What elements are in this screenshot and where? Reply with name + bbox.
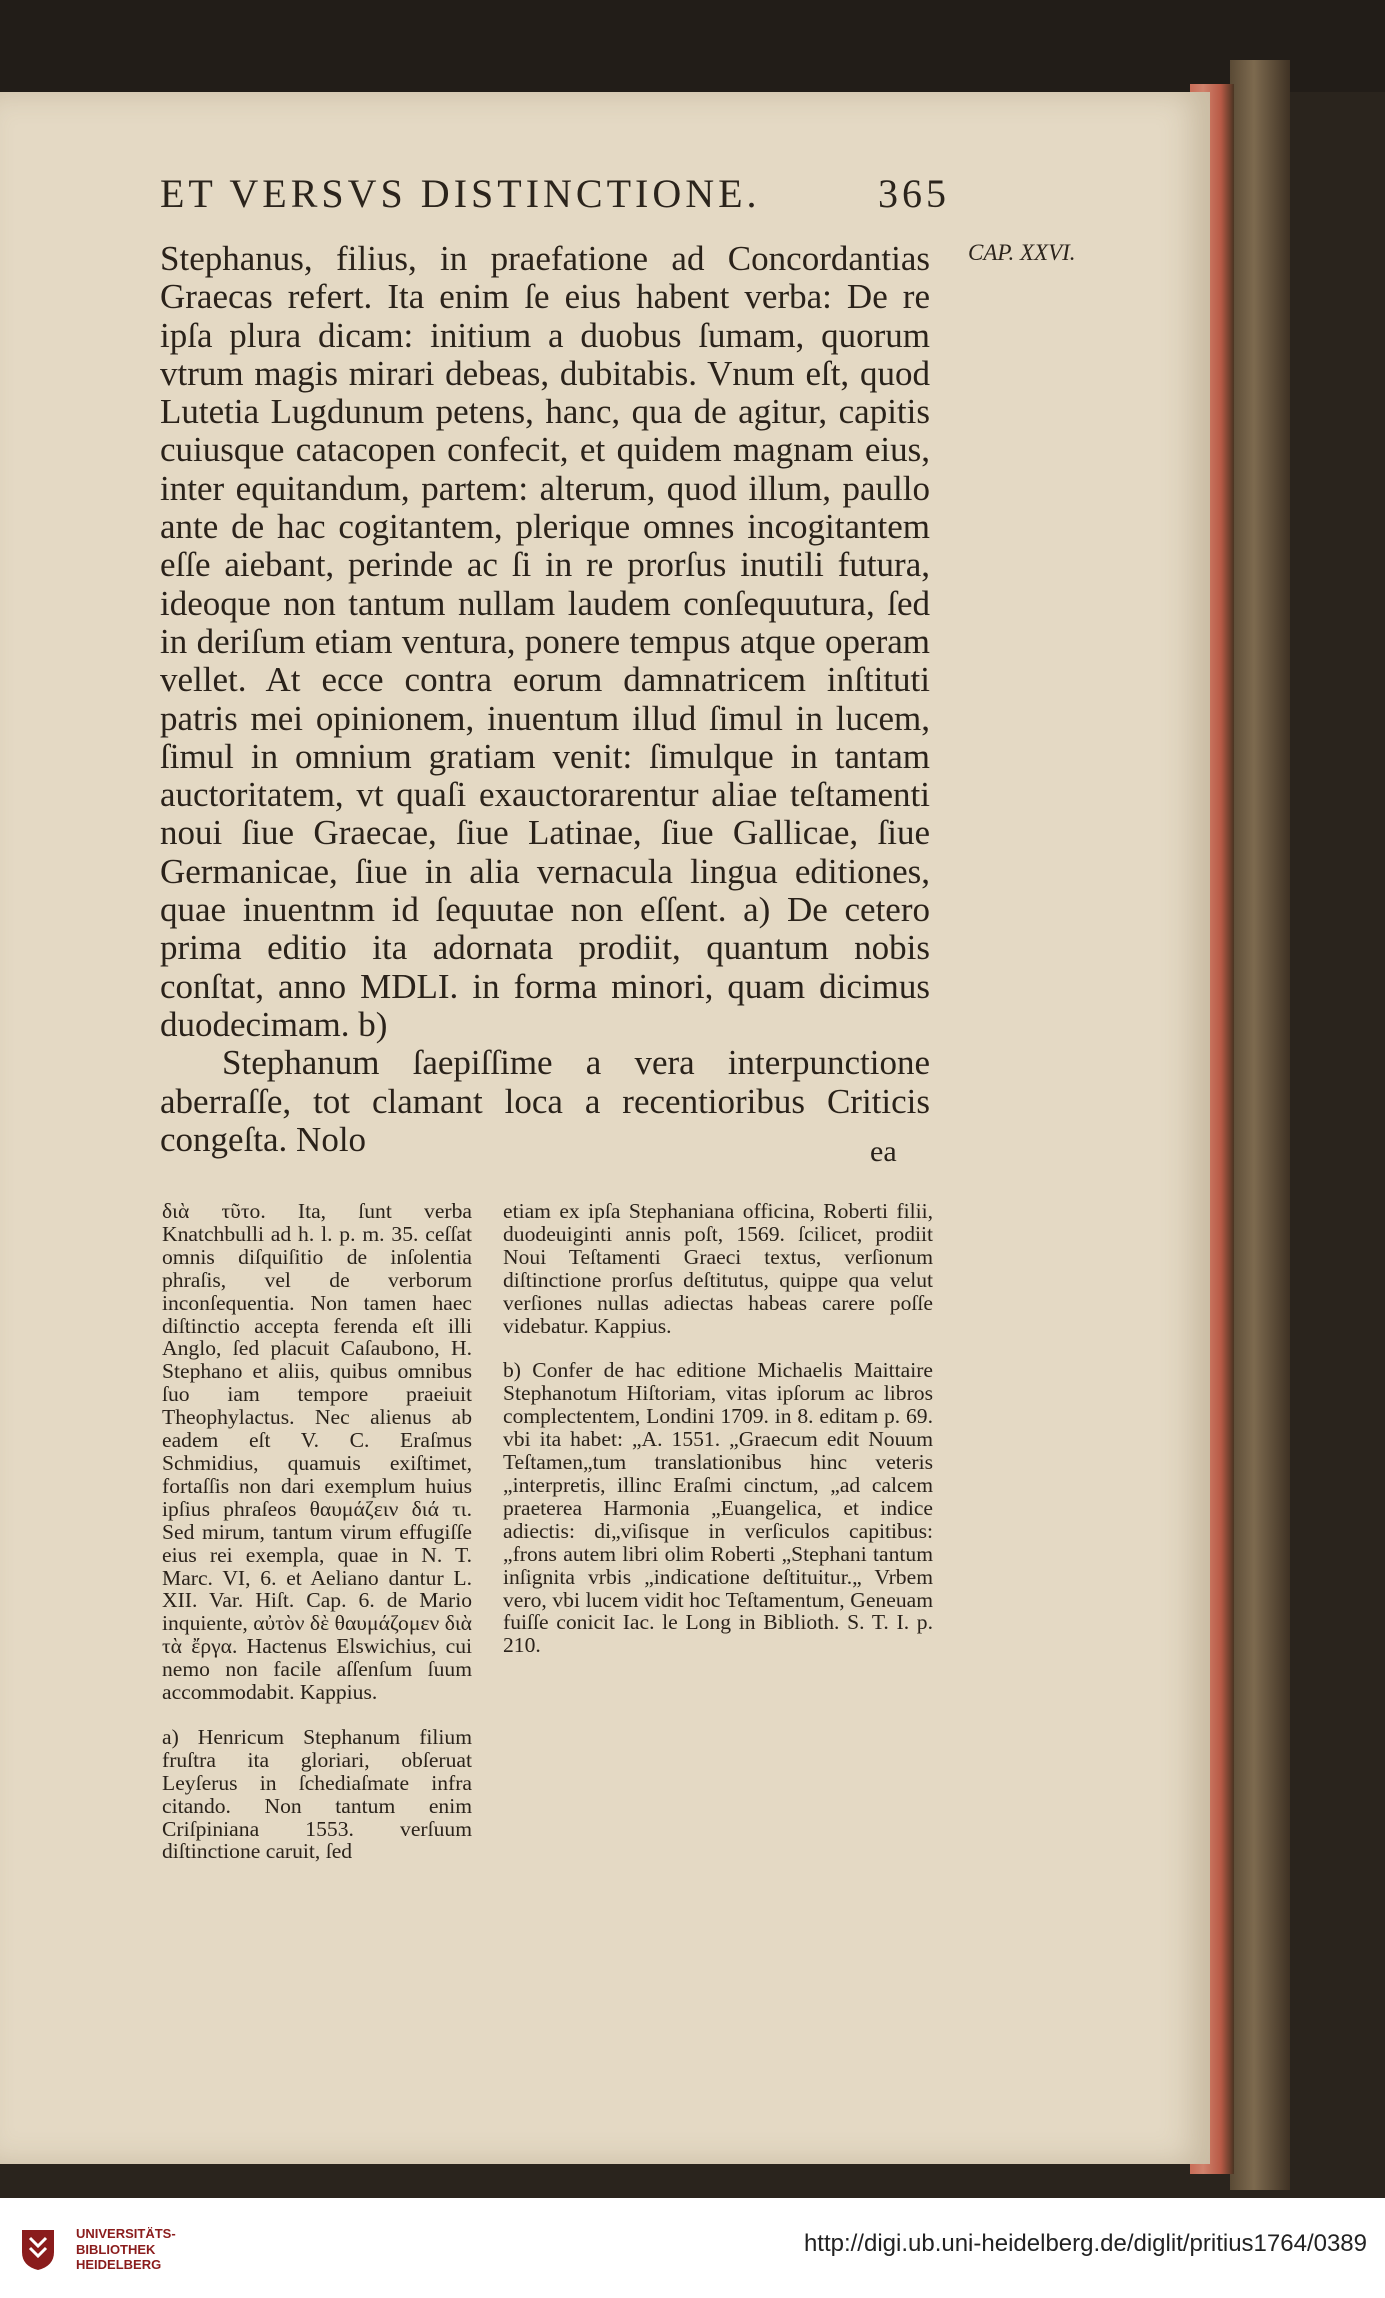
- footnote-text: etiam ex ipſa Stephaniana officina, Roberti filii, duodeuiginti annis poſt, 1569. ſcilicet, prodiit Noui Teſtamenti Graeci textus, verſionum diſtinctione prorſus deſtitutus, quippe qua velut verſiones nullas adiectas habeas carere poſſe videbatur. Kappius.: [503, 1199, 933, 1338]
- footnotes-left-column: [162, 1200, 472, 1885]
- main-paragraph-1: Stephanus, filius, in praefatione ad Concordantias Graecas refert. Ita enim ſe eius habent verba: De re ipſa plura dicam: initium a duobus ſumam, quorum vtrum magis mirari debeas, dubitabis. Vnum eſt, quod Lutetia Lugdunum petens, hanc, qua de agitur, capitis cuiusque catacopen confecit, et quidem magnam eius, inter equitandum, partem: alterum, quod illum, paullo ante de hac cogitantem, plerique omnes incogitantem eſſe aiebant, perinde ac ſi in re prorſus inutili futura, ideoque non tantum nullam laudem conſequutura, ſed in deriſum etiam ventura, ponere tempus atque operam vellet. At ecce contra eorum damnatricem inſtituti patris mei opinionem, inuentum illud ſimul in lucem, ſimul in omnium gratiam venit: ſimulque in tantam auctoritatem, vt quaſi exauctorarentur aliae teſtamenti noui ſiue Graecae, ſiue Latinae, ſiue Gallicae, ſiue Germanicae, ſiue in alia vernacula lingua editiones, quae inuentnm id ſequutae non eſſent. a) De cetero prima editio ita adornata prodiit, quantum nobis conſtat, anno MDLI. in forma minori, quam dicimus duodecimam. b): [160, 239, 930, 1044]
- main-paragraph-2: Stephanum ſaepiſſime a vera interpunctione aberraſſe, tot clamant loca a recentioribus Criticis congeſta. Nolo: [160, 1043, 930, 1159]
- footnote-text: διὰ τῦτο. Ita, ſunt verba Knatchbulli ad h. l. p. m. 35. ceſſat omnis diſquiſitio de inſolentia phraſis, vel de verborum inconſequentia. Non tamen haec diſtinctio accepta ferenda eſt illi Anglo, ſed placuit Caſaubono, H. Stephano et aliis, quibus omnibus ſuo iam tempore praeiuit Theophylactus. Nec alienus ab eadem eſt V. C. Eraſmus Schmidius, quamuis exiſtimet, fortaſſis non dari exemplum huius ipſius phraſeos θαυμάζειν διά τι. Sed mirum, tantum virum effugiſſe eius rei exempla, quae in N. T. Marc. VI, 6. et Aeliano dantur L. XII. Var. Hiſt. Cap. 6. de Mario inquiente, αὐτὸν δὲ θαυμάζομεν διὰ τὰ ἔργα. Hactenus Elswichius, cui nemo non facile aſſenſum ſuum accommodabit. Kappius.: [162, 1199, 472, 1705]
- page-number: 365: [878, 171, 950, 216]
- library-name-line: BIBLIOTHEK: [76, 2241, 156, 2257]
- catchword: ea: [870, 1135, 897, 1168]
- running-header: [160, 170, 950, 230]
- book-cover-board: [1230, 60, 1290, 2190]
- footnote-text: a) Henricum Stephanum filium fruſtra ita gloriari, obſeruat Leyſerus in ſchediaſmate infra citando. Non tantum enim Criſpiniana 1553. verſuum diſtinctione caruit, ſed: [162, 1724, 472, 1864]
- library-name-line: HEIDELBERG: [76, 2257, 162, 2272]
- library-name[interactable]: [76, 2226, 176, 2273]
- running-head-title: ET VERSVS DISTINCTIONE.: [160, 171, 761, 216]
- footnote-text: b) Confer de hac editione Michaelis Maittaire Stephanotum Hiſtoriam, vitas ipſorum ac libros complectentem, Londini 1709. in 8. editam p. 69. vbi ita habet: „A. 1551. „Graecum edit Nouum Teſtamen„tum translationibus hinc veteris „interpretis, illinc Eraſmi cinctum, „ad calcem praeterea Harmonia „Euangelica, et indice adiectis: di„viſisque in verſiculos capitibus: „frons autem libri olim Roberti „Stephani tantum inſignita vrbis „indicatione deſtituitur.„ Vrbem vero, vbi lucem vidit hoc Teſtamentum, Geneuam fuiſſe conicit Iac. le Long in Biblioth. S. T. I. p. 210.: [503, 1358, 933, 1658]
- viewer-footer: [0, 2198, 1385, 2298]
- scan-background-top: [0, 0, 1385, 92]
- permalink-url[interactable]: http://digi.ub.uni-heidelberg.de/diglit/pritius1764/0389: [803, 2230, 1367, 2257]
- footnotes-right-column: [503, 1200, 933, 1679]
- library-name-line: UNIVERSITÄTS-: [76, 2226, 176, 2241]
- chapter-margin-note: CAP. XXVI.: [968, 240, 1076, 265]
- main-text: [160, 240, 930, 1159]
- heidelberg-library-logo-icon[interactable]: [18, 2226, 58, 2272]
